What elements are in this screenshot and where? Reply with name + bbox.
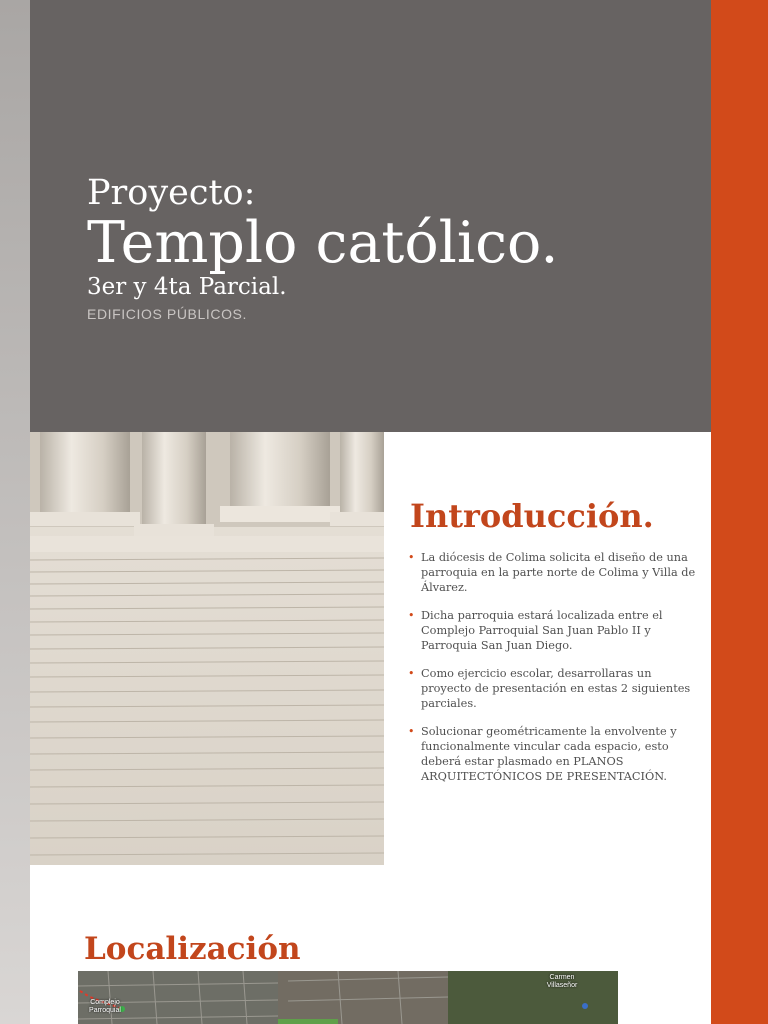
page-title: Templo católico. xyxy=(87,210,559,276)
list-item-text: Como ejercicio escolar, desarrollaras un proyecto de presentación en estas 2 siguientes parciales. xyxy=(421,667,691,710)
list-item xyxy=(408,608,698,653)
pre-title: Proyecto: xyxy=(87,173,256,213)
satellite-map-image xyxy=(78,971,618,1024)
list-item-text: Dicha parroquia estará localizada entre el Complejo Parroquial San Juan Pablo II y Parroquia San Juan Diego. xyxy=(421,609,663,652)
title-block xyxy=(30,0,711,432)
map-label-left: Complejo Parroquial xyxy=(89,999,121,1014)
bullet-icon: • xyxy=(408,609,415,622)
left-decorative-strip xyxy=(0,0,30,1024)
list-item xyxy=(408,724,698,784)
location-map xyxy=(78,971,618,1024)
map-label-right: Carmen Villaseñor xyxy=(546,974,578,989)
columns-stairs-photo xyxy=(30,432,384,865)
list-item-text: La diócesis de Colima solicita el diseño de una parroquia en la parte norte de Colima y Villa de Álvarez. xyxy=(421,551,696,594)
intro-list xyxy=(408,550,698,797)
list-item xyxy=(408,550,698,595)
accent-bar xyxy=(711,0,768,1024)
bullet-icon: • xyxy=(408,725,415,738)
introduction-panel xyxy=(384,432,711,865)
subtitle: 3er y 4ta Parcial. xyxy=(87,274,287,300)
course-name: EDIFICIOS PÚBLICOS. xyxy=(87,306,247,322)
location-heading: Localización xyxy=(84,931,301,967)
intro-heading: Introducción. xyxy=(410,497,654,535)
bullet-icon: • xyxy=(408,551,415,564)
list-item xyxy=(408,666,698,711)
list-item-text: Solucionar geométricamente la envolvente y funcionalmente vincular cada espacio, esto deberá estar plasmado en PLANOS ARQUITECTÓNICOS DE PRESENTACIÓN. xyxy=(421,725,677,783)
bullet-icon: • xyxy=(408,667,415,680)
